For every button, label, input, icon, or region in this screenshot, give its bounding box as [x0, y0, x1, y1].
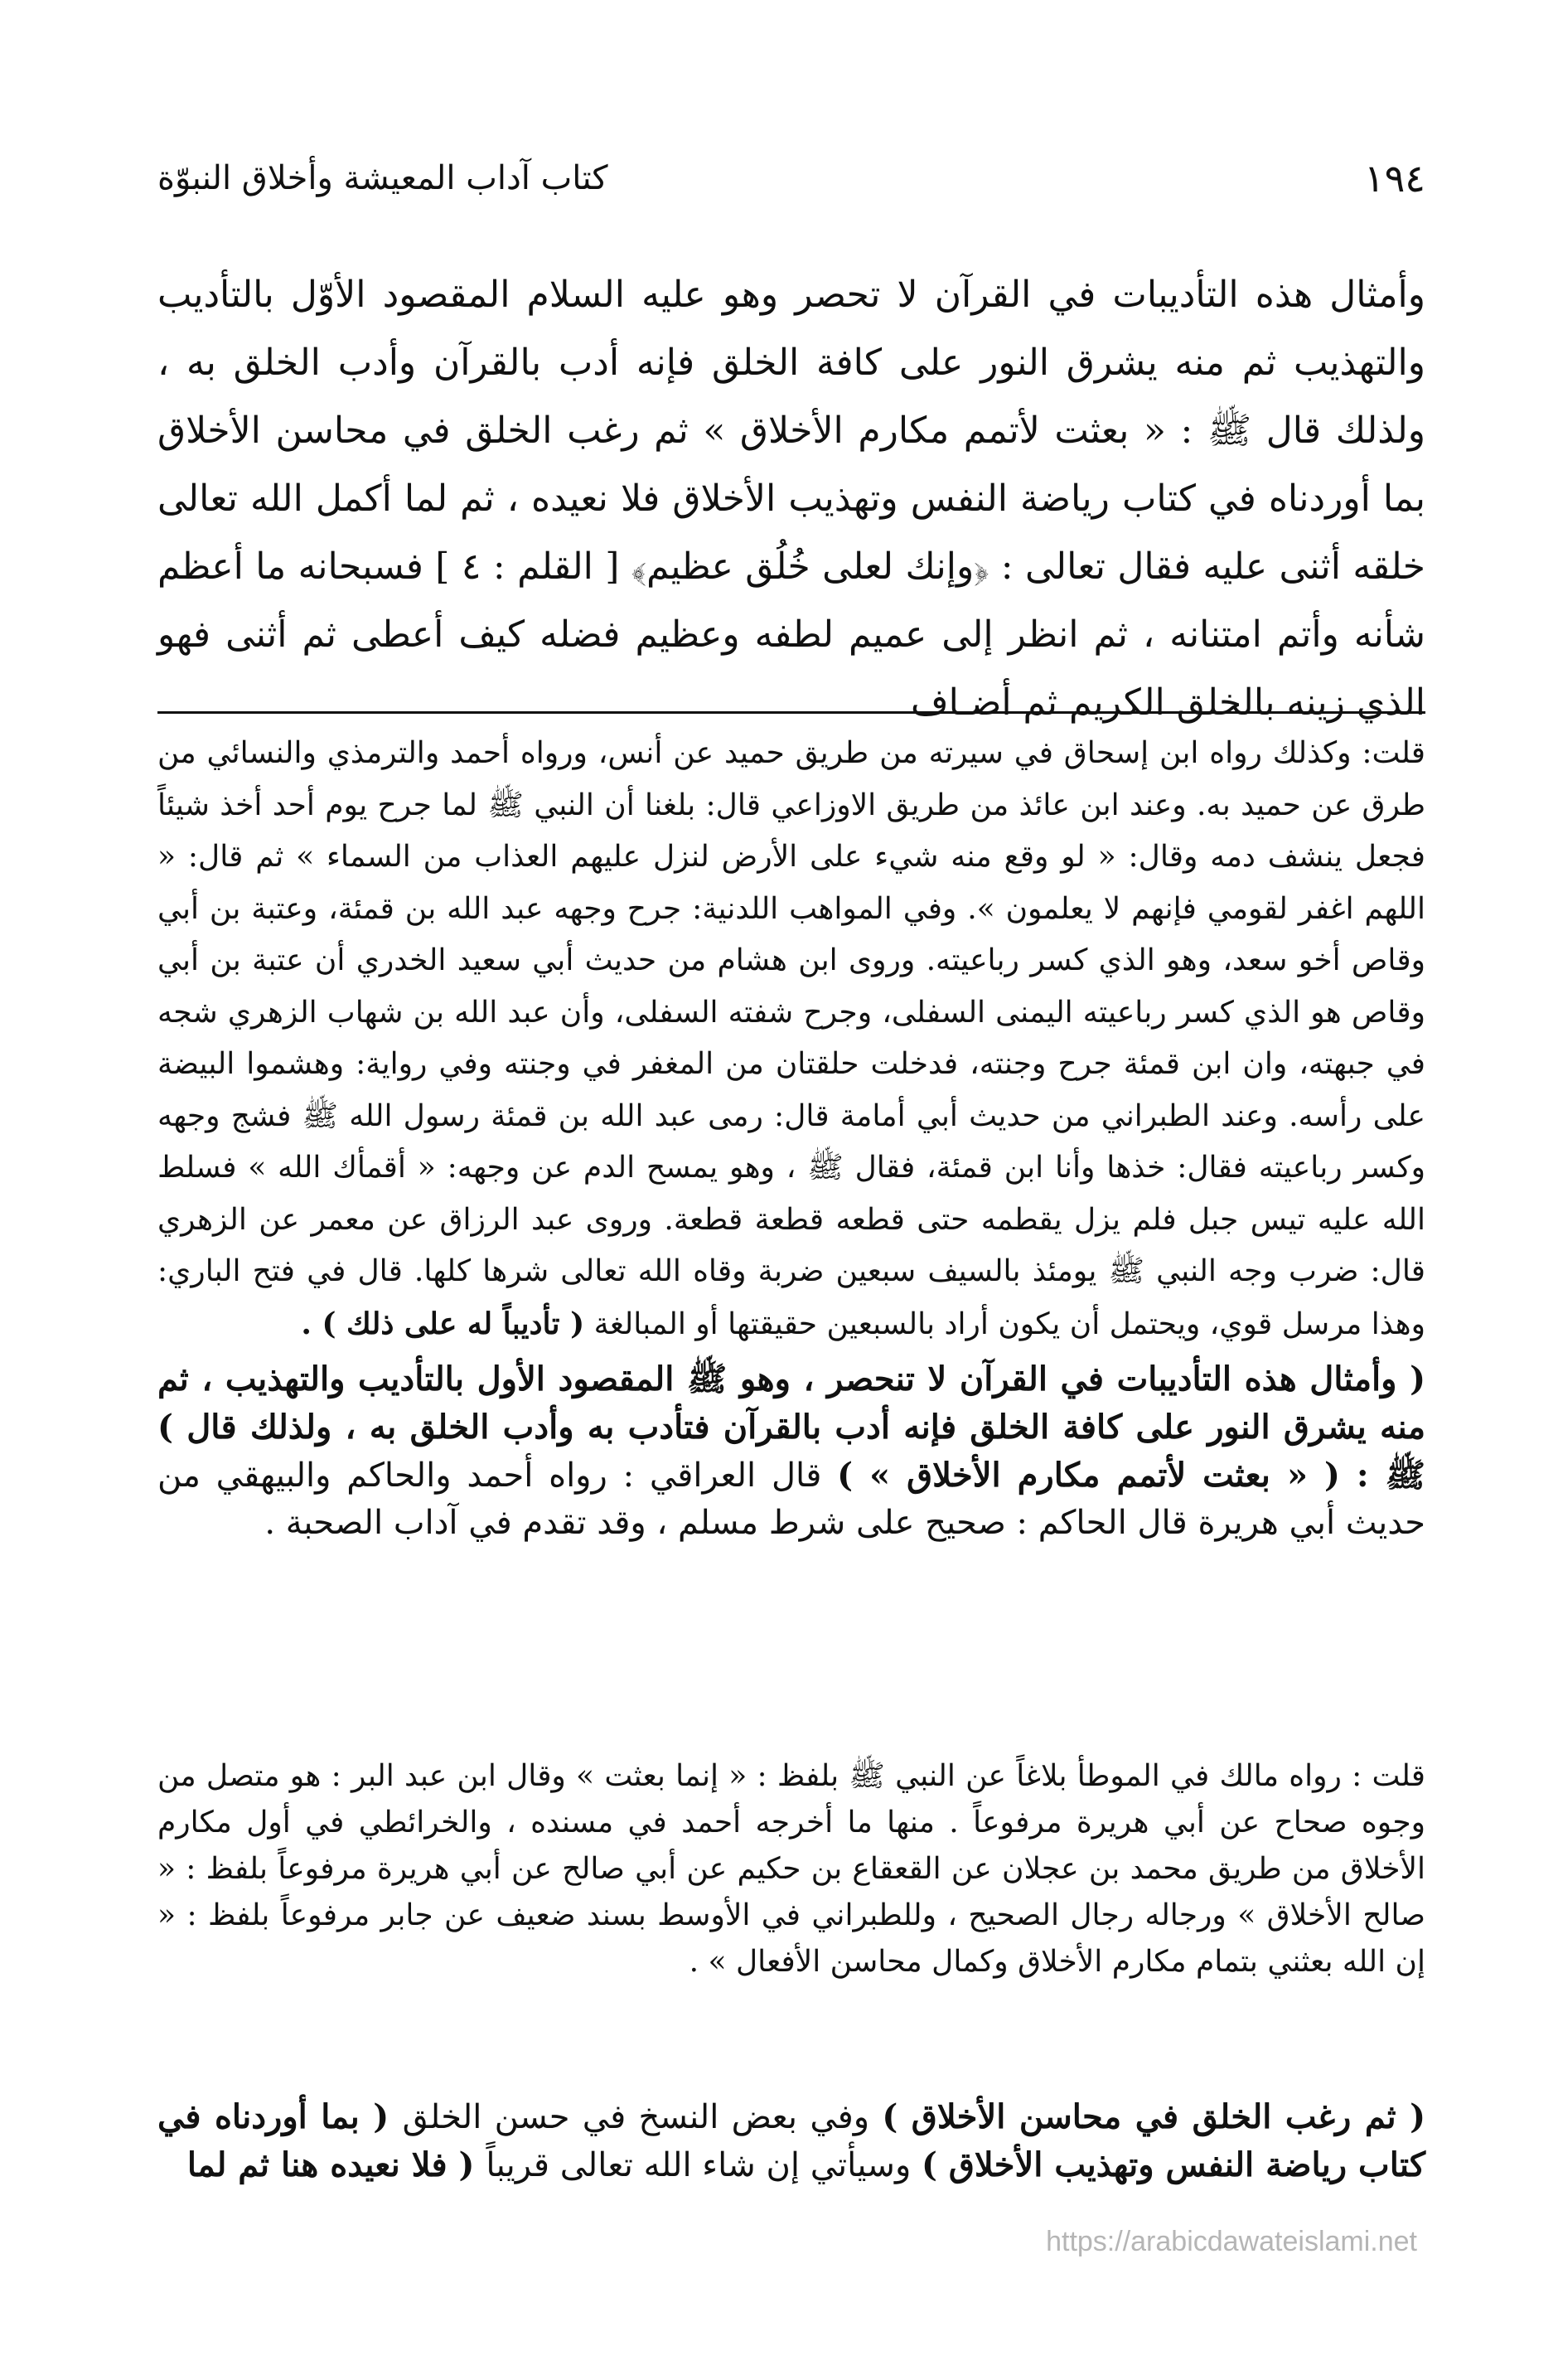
footnote-body: قلت: وكذلك رواه ابن إسحاق في سيرته من طريق حميد عن أنس، ورواه أحمد والترمذي والنسائي من طرق عن حميد به. وعند ابن عائذ من طريق الاوزاعي قال: بلغنا أن النبي ﷺ لما جرح يوم أحد أخذ شيئاً فجعل ينشف دمه وقال: « لو وقع منه شيء على الأرض لنزل عليهم العذاب من السماء » ثم قال: « اللهم اغفر لقومي فإنهم لا يعلمون ». وفي المواهب اللدنية: جرح وجهه عبد الله بن قمئة، وعتبة بن أبي وقاص أخو سعد، وهو الذي كسر رباعيته. وروى ابن هشام من حديث أبي سعيد الخدري أن عتبة بن أبي وقاص هو الذي كسر رباعيته اليمنى السفلى، وجرح شفته السفلى، وأن عبد الله بن شهاب الزهري شجه في جبهته، وان ابن قمئة جرح وجنته، فدخلت حلقتان من المغفر في وجنته وفي رواية: وهشموا البيضة على رأسه. وعند الطبراني من حديث أبي أمامة قال: رمى عبد الله بن قمئة رسول الله ﷺ فشج وجهه وكسر رباعيته فقال: خذها وأنا ابن قمئة، فقال ﷺ ، وهو يمسح الدم عن وجهه: « أقمأك الله » فسلط الله عليه تيس جبل فلم يزل يقطمه حتى قطعه قطعة قطعة. وروى عبد الرزاق عن معمر عن الزهري قال: ضرب وجه النبي ﷺ يومئذ بالسيف سبعين ضربة وقاه الله تعالى شرها كلها. قال في فتح الباري: وهذا مرسل قوي، ويحتمل أن يكون أراد بالسبعين حقيقتها أو المبالغة: [157, 736, 1425, 1341]
watermark-url: https://arabicdawateislami.net: [1046, 2226, 1417, 2257]
commentary-3-bold-3: ( فلا نعيده هنا ثم لما: [186, 2145, 486, 2184]
footnote-divider: [157, 711, 1425, 714]
running-head: [157, 153, 1425, 203]
commentary-paragraph-3: [157, 2093, 1425, 2189]
main-text: وأمثال هذه التأديبات في القرآن لا تحصر وهو عليه السلام المقصود الأوّل بالتأديب والتهذيب ثم منه يشرق النور على كافة الخلق فإنه أدب بالقرآن وأدب الخلق به ، ولذلك قال ﷺ : « بعثت لأتمم مكارم الأخلاق » ثم رغب الخلق في محاسن الأخلاق بما أوردناه في كتاب رياضة النفس وتهذيب الأخلاق فلا نعيده ، ثم لما أكمل الله تعالى خلقه أثنى عليه فقال تعالى : ﴿وإنك لعلى خُلُق عظيم﴾ [ القلم : ٤ ] فسبحانه ما أعظم شأنه وأتم امتنانه ، ثم انظر إلى عميم لطفه وعظيم فضله كيف أعطى ثم أثنى فهو الذي زينه بالخلق الكريم ثم أضـاف: [157, 274, 1425, 724]
commentary-paragraph-1: [157, 1355, 1425, 1547]
commentary-1-text: قال العراقي : رواه أحمد والحاكم والبيهقي من حديث أبي هريرة قال الحاكم : صحيح على شرط مسلم ، وقد تقدم في آداب الصحبة .: [157, 1457, 1425, 1542]
commentary-1-bold: ( وأمثال هذه التأديبات في القرآن لا تنحصر ، وهو ﷺ المقصود الأول بالتأديب والتهذيب ، ثم منه يشرق النور على كافة الخلق فإنه أدب بالقرآن فتأدب به وأدب الخلق به ، ولذلك قال ) ﷺ : ( « بعثت لأتمم مكارم الأخلاق » ): [157, 1360, 1426, 1495]
footnote-bold-tail: ( تأديباً له على ذلك ) .: [301, 1306, 585, 1341]
commentary-3-bold-2: ( بما أوردناه في كتاب رياضة النفس وتهذيب الأخلاق ): [157, 2097, 1425, 2184]
commentary-3-bold: ( ثم رغب الخلق في محاسن الأخلاق ): [882, 2097, 1426, 2136]
commentary-2-text: قلت : رواه مالك في الموطأ بلاغاً عن النبي ﷺ بلفظ : « إنما بعثت » وقال ابن عبد البر : هو متصل من وجوه صحاح عن أبي هريرة مرفوعاً . منها ما أخرجه أحمد في مسنده ، والخرائطي في أول مكارم الأخلاق من طريق محمد بن عجلان عن القعقاع بن حكيم عن أبي صالح عن أبي هريرة مرفوعاً بلفظ : « صالح الأخلاق » ورجاله رجال الصحيح ، وللطبراني في الأوسط بسند ضعيف عن جابر مرفوعاً بلفظ : « إن الله بعثني بتمام مكارم الأخلاق وكمال محاسن الأفعال » .: [157, 1759, 1426, 1979]
commentary-paragraph-2: [157, 1753, 1425, 1985]
page-number: ١٩٤: [1363, 156, 1425, 201]
footnote-text: [157, 728, 1425, 1350]
running-title: كتاب آداب المعيشة وأخلاق النبوّة: [157, 159, 608, 197]
commentary-3-text: وفي بعض النسخ في حسن الخلق: [402, 2098, 883, 2136]
commentary-3-text-2: وسيأتي إن شاء الله تعالى قريباً: [486, 2146, 922, 2184]
